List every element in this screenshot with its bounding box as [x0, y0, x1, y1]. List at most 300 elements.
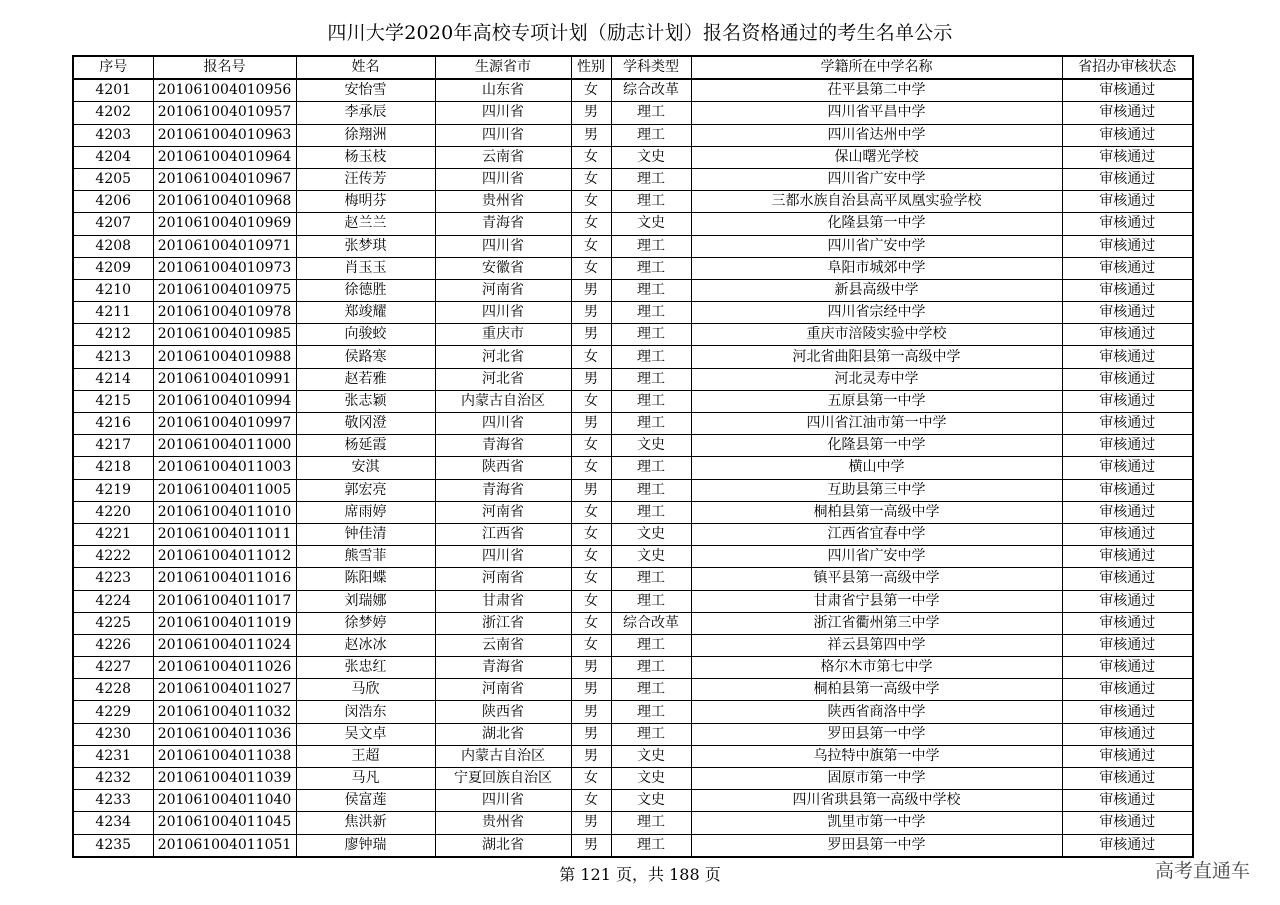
cell-registration-no: 201061004011026 — [153, 657, 296, 679]
cell-name: 焦洪新 — [296, 812, 435, 834]
cell-subject-type: 文史 — [611, 146, 691, 168]
cell-review-status: 审核通过 — [1062, 435, 1193, 457]
cell-name: 闵浩东 — [296, 701, 435, 723]
cell-school: 新县高级中学 — [691, 279, 1062, 301]
cell-registration-no: 201061004010967 — [153, 168, 296, 190]
cell-review-status: 审核通过 — [1062, 701, 1193, 723]
cell-gender: 男 — [571, 102, 611, 124]
cell-subject-type: 理工 — [611, 457, 691, 479]
cell-gender: 女 — [571, 546, 611, 568]
cell-name: 王超 — [296, 745, 435, 767]
cell-review-status: 审核通过 — [1062, 523, 1193, 545]
cell-review-status: 审核通过 — [1062, 745, 1193, 767]
cell-school: 保山曙光学校 — [691, 146, 1062, 168]
cell-subject-type: 理工 — [611, 590, 691, 612]
cell-province: 内蒙古自治区 — [435, 745, 571, 767]
cell-subject-type: 文史 — [611, 213, 691, 235]
cell-index: 4231 — [73, 745, 153, 767]
cell-province: 四川省 — [435, 302, 571, 324]
cell-index: 4234 — [73, 812, 153, 834]
cell-name: 李承辰 — [296, 102, 435, 124]
cell-subject-type: 理工 — [611, 235, 691, 257]
cell-subject-type: 文史 — [611, 745, 691, 767]
table-row — [73, 634, 1193, 656]
cell-index: 4208 — [73, 235, 153, 257]
cell-subject-type: 理工 — [611, 723, 691, 745]
cell-name: 刘瑞娜 — [296, 590, 435, 612]
cell-index: 4222 — [73, 546, 153, 568]
cell-province: 河南省 — [435, 501, 571, 523]
cell-index: 4218 — [73, 457, 153, 479]
cell-gender: 女 — [571, 79, 611, 102]
table-row — [73, 213, 1193, 235]
cell-registration-no: 201061004010956 — [153, 79, 296, 102]
cell-registration-no: 201061004011017 — [153, 590, 296, 612]
cell-gender: 女 — [571, 501, 611, 523]
cell-school: 罗田县第一中学 — [691, 723, 1062, 745]
cell-province: 青海省 — [435, 657, 571, 679]
cell-index: 4203 — [73, 124, 153, 146]
cell-subject-type: 理工 — [611, 501, 691, 523]
header-index: 序号 — [73, 56, 153, 79]
cell-index: 4233 — [73, 790, 153, 812]
cell-gender: 女 — [571, 435, 611, 457]
cell-registration-no: 201061004011036 — [153, 723, 296, 745]
table-row — [73, 812, 1193, 834]
cell-gender: 男 — [571, 413, 611, 435]
table-row — [73, 457, 1193, 479]
cell-name: 赵兰兰 — [296, 213, 435, 235]
cell-index: 4235 — [73, 834, 153, 857]
cell-province: 河北省 — [435, 346, 571, 368]
header-registration-no: 报名号 — [153, 56, 296, 79]
cell-index: 4205 — [73, 168, 153, 190]
header-province: 生源省市 — [435, 56, 571, 79]
cell-name: 徐翔洲 — [296, 124, 435, 146]
cell-subject-type: 理工 — [611, 413, 691, 435]
cell-subject-type: 理工 — [611, 168, 691, 190]
cell-index: 4216 — [73, 413, 153, 435]
cell-subject-type: 理工 — [611, 679, 691, 701]
cell-subject-type: 理工 — [611, 390, 691, 412]
cell-province: 贵州省 — [435, 812, 571, 834]
cell-registration-no: 201061004011010 — [153, 501, 296, 523]
cell-name: 郭宏亮 — [296, 479, 435, 501]
cell-review-status: 审核通过 — [1062, 390, 1193, 412]
table-row — [73, 523, 1193, 545]
cell-subject-type: 文史 — [611, 768, 691, 790]
cell-index: 4215 — [73, 390, 153, 412]
cell-registration-no: 201061004011051 — [153, 834, 296, 857]
cell-index: 4202 — [73, 102, 153, 124]
cell-index: 4217 — [73, 435, 153, 457]
cell-subject-type: 理工 — [611, 257, 691, 279]
cell-province: 四川省 — [435, 790, 571, 812]
cell-name: 侯富莲 — [296, 790, 435, 812]
cell-school: 四川省达州中学 — [691, 124, 1062, 146]
cell-school: 河北灵寿中学 — [691, 368, 1062, 390]
cell-subject-type: 理工 — [611, 657, 691, 679]
cell-review-status: 审核通过 — [1062, 191, 1193, 213]
cell-gender: 女 — [571, 213, 611, 235]
cell-index: 4224 — [73, 590, 153, 612]
cell-index: 4210 — [73, 279, 153, 301]
cell-index: 4212 — [73, 324, 153, 346]
cell-registration-no: 201061004011038 — [153, 745, 296, 767]
cell-subject-type: 理工 — [611, 102, 691, 124]
cell-province: 青海省 — [435, 435, 571, 457]
page-title: 四川大学2020年高校专项计划（励志计划）报名资格通过的考生名单公示 — [327, 22, 953, 44]
cell-school: 四川省广安中学 — [691, 235, 1062, 257]
cell-review-status: 审核通过 — [1062, 657, 1193, 679]
table-row — [73, 701, 1193, 723]
cell-subject-type: 理工 — [611, 346, 691, 368]
cell-gender: 女 — [571, 390, 611, 412]
cell-gender: 男 — [571, 745, 611, 767]
cell-name: 张志颖 — [296, 390, 435, 412]
cell-province: 宁夏回族自治区 — [435, 768, 571, 790]
cell-province: 青海省 — [435, 479, 571, 501]
cell-gender: 男 — [571, 324, 611, 346]
cell-province: 湖北省 — [435, 723, 571, 745]
cell-registration-no: 201061004010978 — [153, 302, 296, 324]
cell-review-status: 审核通过 — [1062, 457, 1193, 479]
cell-subject-type: 理工 — [611, 124, 691, 146]
cell-index: 4219 — [73, 479, 153, 501]
cell-province: 甘肃省 — [435, 590, 571, 612]
cell-registration-no: 201061004011000 — [153, 435, 296, 457]
cell-review-status: 审核通过 — [1062, 768, 1193, 790]
cell-gender: 男 — [571, 679, 611, 701]
cell-registration-no: 201061004011016 — [153, 568, 296, 590]
cell-school: 化隆县第一中学 — [691, 435, 1062, 457]
cell-index: 4204 — [73, 146, 153, 168]
table-row — [73, 302, 1193, 324]
cell-province: 四川省 — [435, 546, 571, 568]
cell-registration-no: 201061004011040 — [153, 790, 296, 812]
cell-registration-no: 201061004010963 — [153, 124, 296, 146]
cell-subject-type: 理工 — [611, 568, 691, 590]
table-row — [73, 479, 1193, 501]
cell-gender: 女 — [571, 523, 611, 545]
cell-review-status: 审核通过 — [1062, 324, 1193, 346]
cell-index: 4226 — [73, 634, 153, 656]
cell-gender: 女 — [571, 146, 611, 168]
table-row — [73, 257, 1193, 279]
cell-subject-type: 理工 — [611, 479, 691, 501]
cell-school: 三都水族自治县高平凤凰实验学校 — [691, 191, 1062, 213]
cell-subject-type: 理工 — [611, 279, 691, 301]
cell-gender: 男 — [571, 812, 611, 834]
cell-registration-no: 201061004011045 — [153, 812, 296, 834]
cell-province: 云南省 — [435, 146, 571, 168]
cell-province: 四川省 — [435, 102, 571, 124]
cell-gender: 女 — [571, 790, 611, 812]
cell-province: 安徽省 — [435, 257, 571, 279]
cell-gender: 男 — [571, 701, 611, 723]
cell-index: 4221 — [73, 523, 153, 545]
cell-name: 杨延霞 — [296, 435, 435, 457]
cell-review-status: 审核通过 — [1062, 79, 1193, 102]
cell-index: 4211 — [73, 302, 153, 324]
cell-school: 桐柏县第一高级中学 — [691, 679, 1062, 701]
cell-name: 徐梦婷 — [296, 612, 435, 634]
cell-registration-no: 201061004010973 — [153, 257, 296, 279]
cell-province: 陕西省 — [435, 701, 571, 723]
table-row — [73, 679, 1193, 701]
cell-index: 4201 — [73, 79, 153, 102]
header-school: 学籍所在中学名称 — [691, 56, 1062, 79]
cell-school: 镇平县第一高级中学 — [691, 568, 1062, 590]
table-row — [73, 279, 1193, 301]
cell-gender: 女 — [571, 346, 611, 368]
cell-registration-no: 201061004010997 — [153, 413, 296, 435]
table-row — [73, 413, 1193, 435]
table-row — [73, 723, 1193, 745]
table-row — [73, 590, 1193, 612]
cell-school: 浙江省衢州第三中学 — [691, 612, 1062, 634]
table-row — [73, 79, 1193, 102]
cell-name: 熊雪菲 — [296, 546, 435, 568]
cell-province: 青海省 — [435, 213, 571, 235]
cell-review-status: 审核通过 — [1062, 413, 1193, 435]
cell-province: 陕西省 — [435, 457, 571, 479]
table-row — [73, 546, 1193, 568]
cell-subject-type: 综合改革 — [611, 79, 691, 102]
header-gender: 性别 — [571, 56, 611, 79]
cell-name: 向骏蛟 — [296, 324, 435, 346]
cell-registration-no: 201061004011019 — [153, 612, 296, 634]
cell-name: 马凡 — [296, 768, 435, 790]
cell-review-status: 审核通过 — [1062, 546, 1193, 568]
cell-review-status: 审核通过 — [1062, 568, 1193, 590]
cell-province: 贵州省 — [435, 191, 571, 213]
cell-index: 4227 — [73, 657, 153, 679]
cell-index: 4230 — [73, 723, 153, 745]
cell-province: 河南省 — [435, 568, 571, 590]
cell-subject-type: 综合改革 — [611, 612, 691, 634]
cell-subject-type: 理工 — [611, 302, 691, 324]
cell-review-status: 审核通过 — [1062, 168, 1193, 190]
cell-gender: 女 — [571, 612, 611, 634]
header-name: 姓名 — [296, 56, 435, 79]
cell-review-status: 审核通过 — [1062, 146, 1193, 168]
table-row — [73, 191, 1193, 213]
cell-school: 重庆市涪陵实验中学校 — [691, 324, 1062, 346]
cell-registration-no: 201061004010964 — [153, 146, 296, 168]
cell-index: 4223 — [73, 568, 153, 590]
cell-school: 四川省广安中学 — [691, 546, 1062, 568]
table-row — [73, 368, 1193, 390]
cell-index: 4207 — [73, 213, 153, 235]
cell-index: 4209 — [73, 257, 153, 279]
cell-review-status: 审核通过 — [1062, 213, 1193, 235]
cell-gender: 男 — [571, 657, 611, 679]
cell-registration-no: 201061004010969 — [153, 213, 296, 235]
cell-province: 重庆市 — [435, 324, 571, 346]
cell-review-status: 审核通过 — [1062, 302, 1193, 324]
header-review-status: 省招办审核状态 — [1062, 56, 1193, 79]
cell-subject-type: 文史 — [611, 790, 691, 812]
table-row — [73, 390, 1193, 412]
cell-registration-no: 201061004011005 — [153, 479, 296, 501]
cell-name: 郑竣耀 — [296, 302, 435, 324]
cell-school: 五原县第一中学 — [691, 390, 1062, 412]
cell-province: 河北省 — [435, 368, 571, 390]
cell-school: 四川省平昌中学 — [691, 102, 1062, 124]
cell-name: 马欣 — [296, 679, 435, 701]
cell-school: 乌拉特中旗第一中学 — [691, 745, 1062, 767]
cell-school: 格尔木市第七中学 — [691, 657, 1062, 679]
cell-school: 江西省宜春中学 — [691, 523, 1062, 545]
cell-school: 阜阳市城郊中学 — [691, 257, 1062, 279]
table-row — [73, 501, 1193, 523]
cell-index: 4214 — [73, 368, 153, 390]
cell-gender: 男 — [571, 368, 611, 390]
cell-gender: 女 — [571, 590, 611, 612]
cell-subject-type: 理工 — [611, 834, 691, 857]
cell-registration-no: 201061004010968 — [153, 191, 296, 213]
cell-name: 敬冈澄 — [296, 413, 435, 435]
cell-subject-type: 理工 — [611, 701, 691, 723]
cell-gender: 男 — [571, 479, 611, 501]
cell-school: 陕西省商洛中学 — [691, 701, 1062, 723]
cell-province: 内蒙古自治区 — [435, 390, 571, 412]
cell-name: 席雨婷 — [296, 501, 435, 523]
cell-province: 四川省 — [435, 413, 571, 435]
table-row — [73, 168, 1193, 190]
cell-school: 四川省广安中学 — [691, 168, 1062, 190]
table-row — [73, 745, 1193, 767]
cell-review-status: 审核通过 — [1062, 257, 1193, 279]
cell-review-status: 审核通过 — [1062, 634, 1193, 656]
table-row — [73, 612, 1193, 634]
cell-name: 徐德胜 — [296, 279, 435, 301]
cell-name: 梅明芬 — [296, 191, 435, 213]
cell-registration-no: 201061004011011 — [153, 523, 296, 545]
cell-review-status: 审核通过 — [1062, 102, 1193, 124]
cell-name: 陈阳蝶 — [296, 568, 435, 590]
cell-province: 四川省 — [435, 124, 571, 146]
table-row — [73, 235, 1193, 257]
cell-review-status: 审核通过 — [1062, 501, 1193, 523]
cell-name: 廖钟瑞 — [296, 834, 435, 857]
cell-registration-no: 201061004011039 — [153, 768, 296, 790]
cell-registration-no: 201061004011032 — [153, 701, 296, 723]
cell-gender: 男 — [571, 723, 611, 745]
cell-gender: 男 — [571, 279, 611, 301]
cell-school: 茌平县第二中学 — [691, 79, 1062, 102]
cell-gender: 女 — [571, 457, 611, 479]
table-row — [73, 834, 1193, 857]
cell-registration-no: 201061004011024 — [153, 634, 296, 656]
cell-gender: 女 — [571, 634, 611, 656]
cell-registration-no: 201061004011012 — [153, 546, 296, 568]
cell-review-status: 审核通过 — [1062, 124, 1193, 146]
cell-subject-type: 理工 — [611, 634, 691, 656]
cell-name: 杨玉枝 — [296, 146, 435, 168]
cell-gender: 女 — [571, 168, 611, 190]
cell-registration-no: 201061004010994 — [153, 390, 296, 412]
cell-school: 桐柏县第一高级中学 — [691, 501, 1062, 523]
cell-school: 固原市第一中学 — [691, 768, 1062, 790]
cell-school: 祥云县第四中学 — [691, 634, 1062, 656]
table-row — [73, 324, 1193, 346]
table-row — [73, 102, 1193, 124]
cell-index: 4228 — [73, 679, 153, 701]
table-row — [73, 146, 1193, 168]
table-row — [73, 435, 1193, 457]
cell-registration-no: 201061004010985 — [153, 324, 296, 346]
cell-name: 肖玉玉 — [296, 257, 435, 279]
cell-name: 张忠红 — [296, 657, 435, 679]
cell-school: 罗田县第一中学 — [691, 834, 1062, 857]
cell-gender: 女 — [571, 235, 611, 257]
cell-registration-no: 201061004010957 — [153, 102, 296, 124]
cell-province: 江西省 — [435, 523, 571, 545]
table-row — [73, 124, 1193, 146]
cell-gender: 女 — [571, 768, 611, 790]
cell-province: 湖北省 — [435, 834, 571, 857]
cell-review-status: 审核通过 — [1062, 590, 1193, 612]
cell-index: 4206 — [73, 191, 153, 213]
cell-subject-type: 理工 — [611, 812, 691, 834]
candidate-table — [72, 55, 1194, 858]
cell-registration-no: 201061004010991 — [153, 368, 296, 390]
cell-school: 河北省曲阳县第一高级中学 — [691, 346, 1062, 368]
cell-province: 山东省 — [435, 79, 571, 102]
cell-review-status: 审核通过 — [1062, 612, 1193, 634]
cell-subject-type: 理工 — [611, 368, 691, 390]
cell-review-status: 审核通过 — [1062, 723, 1193, 745]
cell-name: 赵若雅 — [296, 368, 435, 390]
table-row — [73, 568, 1193, 590]
cell-school: 四川省宗经中学 — [691, 302, 1062, 324]
cell-registration-no: 201061004010988 — [153, 346, 296, 368]
cell-province: 四川省 — [435, 168, 571, 190]
cell-school: 凯里市第一中学 — [691, 812, 1062, 834]
table-row — [73, 768, 1193, 790]
cell-province: 河南省 — [435, 679, 571, 701]
cell-review-status: 审核通过 — [1062, 368, 1193, 390]
table-row — [73, 657, 1193, 679]
cell-index: 4232 — [73, 768, 153, 790]
cell-province: 云南省 — [435, 634, 571, 656]
cell-name: 钟佳清 — [296, 523, 435, 545]
cell-gender: 男 — [571, 834, 611, 857]
cell-name: 张梦琪 — [296, 235, 435, 257]
cell-subject-type: 理工 — [611, 324, 691, 346]
cell-school: 四川省珙县第一高级中学校 — [691, 790, 1062, 812]
cell-name: 侯路寒 — [296, 346, 435, 368]
cell-gender: 男 — [571, 124, 611, 146]
cell-name: 安淇 — [296, 457, 435, 479]
cell-index: 4229 — [73, 701, 153, 723]
cell-registration-no: 201061004011003 — [153, 457, 296, 479]
cell-review-status: 审核通过 — [1062, 235, 1193, 257]
table-row — [73, 790, 1193, 812]
table-row — [73, 346, 1193, 368]
cell-province: 河南省 — [435, 279, 571, 301]
cell-province: 浙江省 — [435, 612, 571, 634]
cell-index: 4220 — [73, 501, 153, 523]
cell-registration-no: 201061004010975 — [153, 279, 296, 301]
cell-review-status: 审核通过 — [1062, 834, 1193, 857]
watermark: 高考直通车 — [1154, 860, 1250, 882]
cell-review-status: 审核通过 — [1062, 346, 1193, 368]
cell-name: 汪传芳 — [296, 168, 435, 190]
cell-school: 甘肃省宁县第一中学 — [691, 590, 1062, 612]
